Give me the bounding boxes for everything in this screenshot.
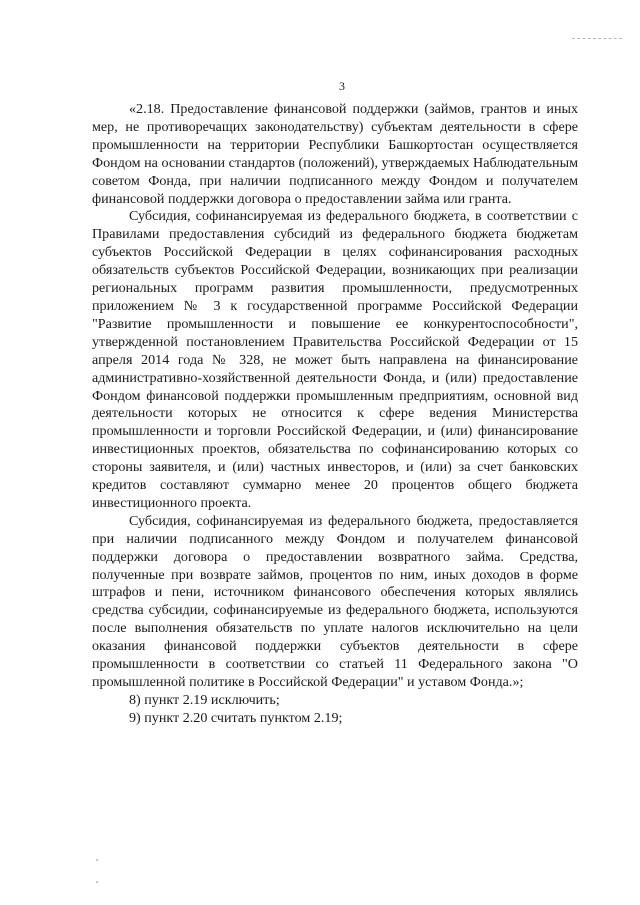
paragraph-subsidy-conditions: Субсидия, софинансируемая из федерального бюджета, предоставляется при наличии подписанного между Фондом и получателем финансовой поддержки договора о предоставлении возвратного займа. Средства, полученные при возврате займов, процентов по ним, иных доходов в форме штрафов и пени, источником финансового обеспечения которых являлись средства субсидии, софинансируемые из федерального бюджета, используются после выполнения обязательств по уплате налогов исключительно на цели оказания финансовой поддержки субъектов деятельности в сфере промышленности в соответствии со статьей 11 Федерального закона "О промышленной политике в Российской Федерации" и уставом Фонда.»; (92, 512, 578, 690)
page-number: 3 (339, 79, 345, 93)
scan-speck (96, 859, 98, 861)
scan-speck (96, 881, 98, 883)
paragraph-2-18: «2.18. Предоставление финансовой поддержки (займов, грантов и иных мер, не противоречащих законодательству) субъектам деятельности в сфере промышленности на территории Республики Башкортостан осуществляется Фондом на основании стандартов (положений), утверждаемых Наблюдательным советом Фонда, при наличии подписанного между Фондом и получателем финансовой поддержки договора о предоставлении займа или гранта. (92, 101, 578, 207)
list-item-8: 8) пункт 2.19 исключить; (129, 691, 280, 708)
paragraph-subsidy-restrictions: Субсидия, софинансируемая из федерального бюджета, в соответствии с Правилами предоставления субсидий из федерального бюджета бюджетам субъектов Российской Федерации в целях софинансирования расходных обязательств субъектов Российской Федерации, возникающих при реализации региональных программ развития промышленности, предусмотренных приложением № 3 к государственной программе Российской Федерации "Развитие промышленности и повышение ее конкурентоспособности", утвержденной постановлением Правительства Российской Федерации от 15 апреля 2014 года № 328, не может быть направлена на финансирование административно-хозяйственной деятельности Фонда, и (или) предоставление Фондом финансовой поддержки промышленным предприятиям, основной вид деятельности которых не относится к сфере ведения Министерства промышленности и торговли Российской Федерации, и (или) финансирование инвестиционных проектов, обязательства по софинансированию которых со стороны заявителя, и (или) частных инвесторов, и (или) за счет банковских кредитов составляют суммарно менее 20 процентов общего бюджета инвестиционного проекта. (92, 208, 578, 511)
document-body (92, 101, 578, 728)
scan-artifact (572, 38, 622, 41)
list-item-9: 9) пункт 2.20 считать пунктом 2.19; (129, 709, 343, 726)
